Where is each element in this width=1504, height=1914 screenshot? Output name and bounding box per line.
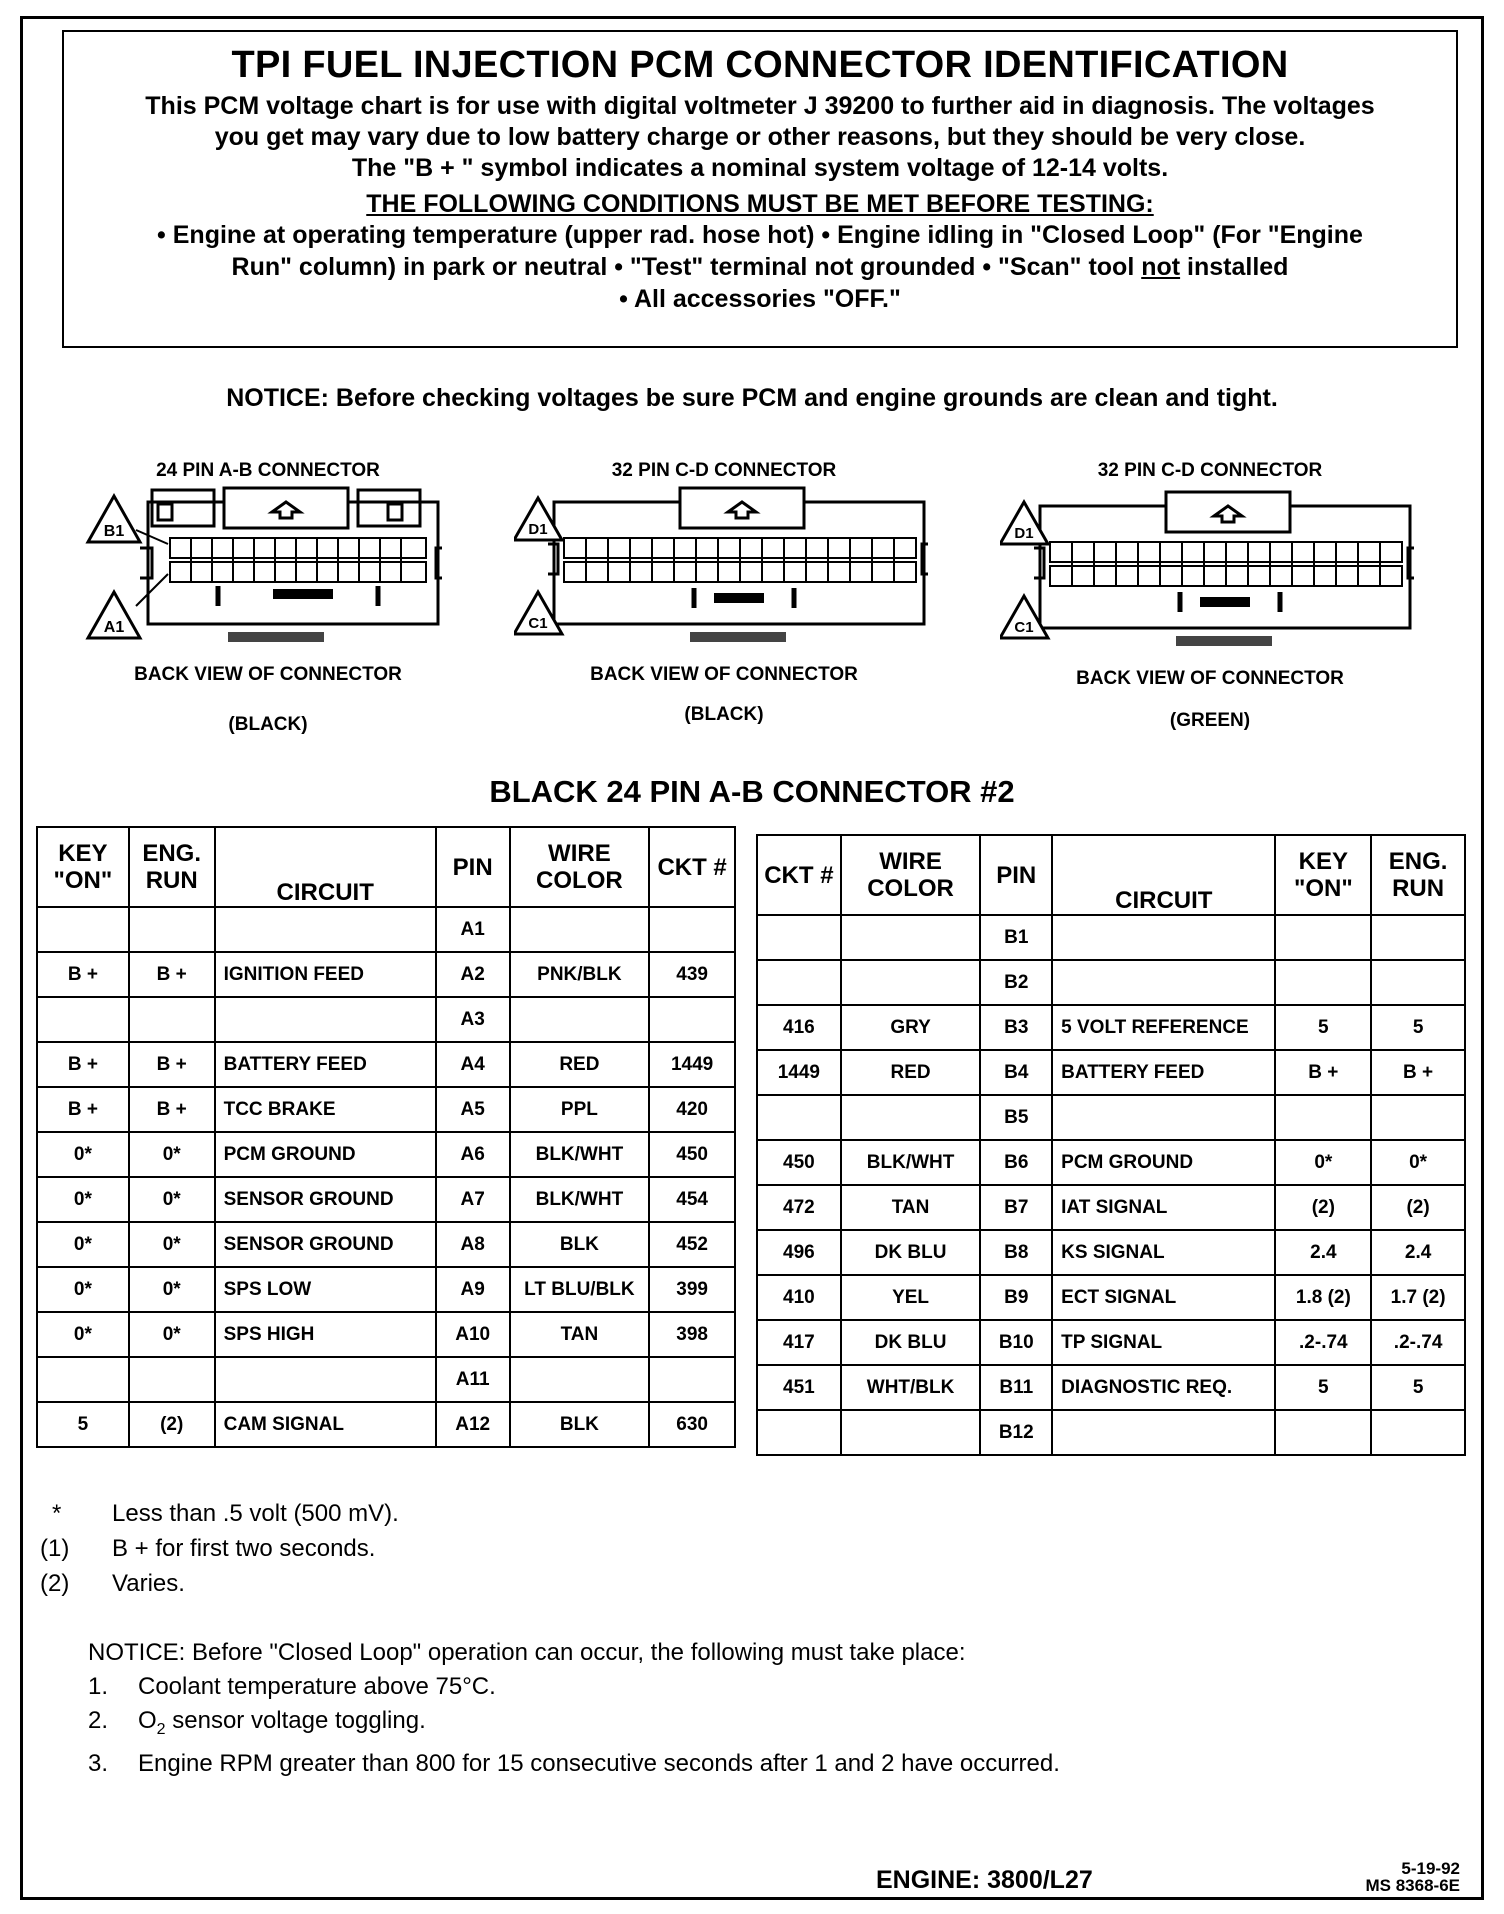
table-cell: 0* (129, 1312, 215, 1357)
table-cell (1371, 915, 1465, 960)
table-cell: 1.7 (2) (1371, 1275, 1465, 1320)
connector-32pin-green (1000, 460, 1420, 760)
table-cell: .2-.74 (1371, 1320, 1465, 1365)
o2-subscript: 2 (156, 1720, 166, 1738)
connector-24pin (58, 460, 478, 760)
table-cell: B6 (980, 1140, 1052, 1185)
table-cell: B7 (980, 1185, 1052, 1230)
table-cell: 0* (129, 1267, 215, 1312)
table-cell: ECT SIGNAL (1052, 1275, 1275, 1320)
table-cell (1275, 915, 1371, 960)
table-cell: 417 (757, 1320, 841, 1365)
table-cell (1275, 1410, 1371, 1455)
table-cell: B4 (980, 1050, 1052, 1095)
table-row (757, 1050, 1465, 1095)
column-header: CIRCUIT (1052, 835, 1275, 915)
table-cell: B + (129, 952, 215, 997)
table-cell: 0* (129, 1222, 215, 1267)
table-row (37, 1312, 735, 1357)
table-cell: LT BLU/BLK (510, 1267, 650, 1312)
table-cell: 416 (757, 1005, 841, 1050)
table-cell: 1449 (757, 1050, 841, 1095)
table-cell: 439 (649, 952, 735, 997)
column-header: CKT # (757, 835, 841, 915)
table-cell: 1449 (649, 1042, 735, 1087)
intro-text (64, 91, 1456, 184)
b-pins-table (756, 834, 1466, 1456)
table-cell: BLK/WHT (841, 1140, 981, 1185)
table-row (37, 997, 735, 1042)
table-cell: BATTERY FEED (1052, 1050, 1275, 1095)
table-cell: 451 (757, 1365, 841, 1410)
table-cell: GRY (841, 1005, 981, 1050)
notice-item (88, 1704, 1188, 1747)
table-cell: 450 (757, 1140, 841, 1185)
engine-label: ENGINE: 3800/L27 (876, 1866, 1093, 1894)
notice-grounds: NOTICE: Before checking voltages be sure PCM and engine grounds are clean and tight. (226, 384, 1278, 412)
table-title: BLACK 24 PIN A-B CONNECTOR #2 (489, 774, 1015, 809)
table-cell: 410 (757, 1275, 841, 1320)
table-cell: TAN (841, 1185, 981, 1230)
table-cell: 0* (37, 1312, 129, 1357)
table-cell: 496 (757, 1230, 841, 1275)
item-text: Coolant temperature above 75°C. (138, 1673, 496, 1700)
table-cell: B11 (980, 1365, 1052, 1410)
table-cell: 630 (649, 1402, 735, 1447)
table-cell: CAM SIGNAL (215, 1402, 436, 1447)
table-cell: 1.8 (2) (1275, 1275, 1371, 1320)
intro-line-3: The "B + " symbol indicates a nominal system voltage of 12-14 volts. (351, 154, 1169, 182)
table-cell: (2) (129, 1402, 215, 1447)
column-header: CKT # (649, 827, 735, 907)
table-row (757, 1320, 1465, 1365)
connector-latch (1176, 636, 1272, 646)
column-header: CIRCUIT (215, 827, 436, 907)
table-cell (757, 915, 841, 960)
column-header: ENG. RUN (1371, 835, 1465, 915)
table-cell: SENSOR GROUND (215, 1222, 436, 1267)
table-row (757, 915, 1465, 960)
item-text: Engine RPM greater than 800 for 15 consecutive seconds after 1 and 2 have occurred. (138, 1749, 1060, 1777)
item-number: 1. (88, 1673, 109, 1700)
pin-rows (170, 538, 426, 582)
label-c1: C1 (1014, 619, 1034, 636)
table-row (37, 1177, 735, 1222)
table-cell: 5 (1371, 1005, 1465, 1050)
table-cell: B5 (980, 1095, 1052, 1140)
table-cell: A4 (436, 1042, 510, 1087)
table-cell: 5 VOLT REFERENCE (1052, 1005, 1275, 1050)
table-cell: RED (510, 1042, 650, 1087)
table-cell (1052, 960, 1275, 1005)
document-date: 5-19-92 (1401, 1859, 1460, 1878)
table-cell: 2.4 (1275, 1230, 1371, 1275)
page-title: TPI FUEL INJECTION PCM CONNECTOR IDENTIFICATION (231, 44, 1289, 86)
table-cell: BLK/WHT (510, 1177, 650, 1222)
o2-symbol: O (138, 1707, 157, 1734)
table-cell: BATTERY FEED (215, 1042, 436, 1087)
table-cell (37, 1357, 129, 1402)
table-cell: A1 (436, 907, 510, 952)
condition-line-2 (84, 251, 1436, 283)
table-cell: A6 (436, 1132, 510, 1177)
table-row (37, 1357, 735, 1402)
table-row (37, 1267, 735, 1312)
table-cell: B1 (980, 915, 1052, 960)
table-cell: 0* (1275, 1140, 1371, 1185)
table-cell: 0* (37, 1132, 129, 1177)
condition-not-underlined: not (1141, 253, 1181, 281)
table-cell (129, 997, 215, 1042)
table-cell (37, 907, 129, 952)
table-row (757, 1140, 1465, 1185)
table-cell (649, 907, 735, 952)
table-cell: B + (129, 1042, 215, 1087)
document-code (1330, 1860, 1460, 1894)
table-cell: (2) (1275, 1185, 1371, 1230)
connector-color: (BLACK) (228, 714, 308, 735)
table-cell (1371, 1095, 1465, 1140)
table-cell: A2 (436, 952, 510, 997)
table-row (37, 1042, 735, 1087)
connector-title: 24 PIN A-B CONNECTOR (156, 460, 380, 481)
connector-title: 32 PIN C-D CONNECTOR (1097, 460, 1323, 481)
table-cell (649, 1357, 735, 1402)
table-row (757, 1410, 1465, 1455)
table-cell: B9 (980, 1275, 1052, 1320)
table-row (757, 1095, 1465, 1140)
condition-line-2-end: installed (1180, 253, 1289, 281)
table-cell: 0* (1371, 1140, 1465, 1185)
table-cell: IAT SIGNAL (1052, 1185, 1275, 1230)
table-cell: TCC BRAKE (215, 1087, 436, 1132)
table-cell: A10 (436, 1312, 510, 1357)
table-cell (37, 997, 129, 1042)
footnote-symbol: (1) (40, 1535, 70, 1562)
table-cell: SENSOR GROUND (215, 1177, 436, 1222)
table-cell: PPL (510, 1087, 650, 1132)
table-cell: B12 (980, 1410, 1052, 1455)
table-cell (129, 1357, 215, 1402)
table-row (757, 1275, 1465, 1320)
table-cell: TAN (510, 1312, 650, 1357)
table-cell (215, 907, 436, 952)
table-row (757, 1365, 1465, 1410)
intro-line-1: This PCM voltage chart is for use with digital voltmeter J 39200 to further aid in diagnosis. The voltages (145, 92, 1375, 120)
label-b1: B1 (103, 523, 125, 540)
table-cell: (2) (1371, 1185, 1465, 1230)
table-cell: 398 (649, 1312, 735, 1357)
table-cell: A7 (436, 1177, 510, 1222)
notice-item (88, 1670, 1188, 1704)
footnote (40, 1531, 399, 1566)
table-cell (1052, 1410, 1275, 1455)
connector-latch (228, 632, 324, 642)
table-cell: B10 (980, 1320, 1052, 1365)
table-cell: 399 (649, 1267, 735, 1312)
table-cell (215, 1357, 436, 1402)
table-header-row (37, 827, 735, 907)
table-cell: SPS HIGH (215, 1312, 436, 1357)
label-d1: D1 (1014, 525, 1034, 542)
table-cell (510, 997, 650, 1042)
table-cell: 5 (1275, 1365, 1371, 1410)
table-cell: A3 (436, 997, 510, 1042)
table-cell: SPS LOW (215, 1267, 436, 1312)
table-cell: YEL (841, 1275, 981, 1320)
table-cell: A5 (436, 1087, 510, 1132)
table-cell: DIAGNOSTIC REQ. (1052, 1365, 1275, 1410)
connector-title: 32 PIN C-D CONNECTOR (611, 460, 837, 481)
intro-line-2: you get may vary due to low battery charge or other reasons, but they should be very close. (214, 123, 1306, 151)
table-cell: 420 (649, 1087, 735, 1132)
table-cell: B2 (980, 960, 1052, 1005)
footnote (40, 1496, 399, 1531)
connector-color: (GREEN) (1169, 710, 1251, 731)
table-cell: 472 (757, 1185, 841, 1230)
table-row (37, 952, 735, 997)
column-header: KEY "ON" (1275, 835, 1371, 915)
a-pins-table (36, 826, 736, 1448)
table-cell: IGNITION FEED (215, 952, 436, 997)
table-cell: 5 (1275, 1005, 1371, 1050)
table-cell: BLK (510, 1402, 650, 1447)
table-cell: DK BLU (841, 1230, 981, 1275)
column-header: PIN (436, 827, 510, 907)
table-cell: 0* (37, 1267, 129, 1312)
item-number: 2. (88, 1707, 109, 1734)
footnote-text: Less than .5 volt (500 mV). (112, 1500, 399, 1527)
table-cell: A8 (436, 1222, 510, 1267)
table-cell: B + (37, 1042, 129, 1087)
table-cell (757, 1095, 841, 1140)
item-number: 3. (88, 1749, 109, 1777)
table-cell: 0* (37, 1222, 129, 1267)
table-row (757, 1230, 1465, 1275)
connector-view-label: BACK VIEW OF CONNECTOR (134, 664, 402, 685)
item-text (138, 1704, 426, 1747)
table-cell (215, 997, 436, 1042)
table-cell: B8 (980, 1230, 1052, 1275)
table-cell: A12 (436, 1402, 510, 1447)
table-cell: 5 (37, 1402, 129, 1447)
table-cell: A9 (436, 1267, 510, 1312)
connector-32pin-black (514, 460, 934, 760)
notice-closed-loop (88, 1636, 1188, 1781)
table-cell: KS SIGNAL (1052, 1230, 1275, 1275)
table-cell: 2.4 (1371, 1230, 1465, 1275)
connector-view-label: BACK VIEW OF CONNECTOR (590, 664, 858, 685)
connector-color: (BLACK) (684, 704, 764, 725)
table-cell (510, 1357, 650, 1402)
notice-lead: NOTICE: Before "Closed Loop" operation can occur, the following must take place: (88, 1639, 966, 1666)
table-row (37, 907, 735, 952)
label-c1: C1 (528, 615, 548, 632)
table-cell (841, 915, 981, 960)
footnote (40, 1566, 399, 1601)
footnote-text: B + for first two seconds. (112, 1535, 376, 1562)
connector-latch (690, 632, 786, 642)
table-cell (1275, 1095, 1371, 1140)
label-d1: D1 (528, 521, 548, 538)
table-header-row (757, 835, 1465, 915)
table-cell (841, 1410, 981, 1455)
table-cell: B + (1371, 1050, 1465, 1095)
table-cell: 452 (649, 1222, 735, 1267)
footnote-symbol: * (52, 1500, 62, 1527)
table-row (757, 1185, 1465, 1230)
table-cell: BLK (510, 1222, 650, 1267)
table-cell: WHT/BLK (841, 1365, 981, 1410)
notice-item (88, 1747, 1188, 1781)
table-row (37, 1132, 735, 1177)
table-cell: PCM GROUND (1052, 1140, 1275, 1185)
footnote-symbol: (2) (40, 1570, 70, 1597)
table-cell: DK BLU (841, 1320, 981, 1365)
column-header: WIRE COLOR (510, 827, 650, 907)
table-cell: BLK/WHT (510, 1132, 650, 1177)
table-cell: PNK/BLK (510, 952, 650, 997)
conditions-list (64, 219, 1456, 315)
table-cell (757, 960, 841, 1005)
table-cell: 0* (37, 1177, 129, 1222)
table-cell (1371, 960, 1465, 1005)
table-cell: A11 (436, 1357, 510, 1402)
pin-rows (1050, 542, 1402, 586)
label-a1: A1 (103, 619, 125, 636)
table-cell (1275, 960, 1371, 1005)
table-cell: 0* (129, 1177, 215, 1222)
table-cell: PCM GROUND (215, 1132, 436, 1177)
table-row (37, 1402, 735, 1447)
column-header: PIN (980, 835, 1052, 915)
column-header: WIRE COLOR (841, 835, 981, 915)
condition-line-1: • Engine at operating temperature (upper rad. hose hot) • Engine idling in "Closed Loop" (For "Engine (157, 221, 1363, 249)
table-cell: RED (841, 1050, 981, 1095)
pin-rows (564, 538, 916, 582)
table-cell (129, 907, 215, 952)
table-cell: B + (129, 1087, 215, 1132)
table-cell (1371, 1410, 1465, 1455)
footnote-text: Varies. (112, 1570, 185, 1597)
table-cell: TP SIGNAL (1052, 1320, 1275, 1365)
table-cell (757, 1410, 841, 1455)
document-number: MS 8368-6E (1365, 1876, 1460, 1895)
table-cell: B + (1275, 1050, 1371, 1095)
footnotes (40, 1496, 399, 1601)
table-cell: .2-.74 (1275, 1320, 1371, 1365)
table-cell (510, 907, 650, 952)
column-header: KEY "ON" (37, 827, 129, 907)
table-row (757, 960, 1465, 1005)
table-row (37, 1222, 735, 1267)
condition-line-3: • All accessories "OFF." (619, 285, 901, 313)
table-cell (1052, 915, 1275, 960)
table-cell: 454 (649, 1177, 735, 1222)
column-header: ENG. RUN (129, 827, 215, 907)
item-text-rest: sensor voltage toggling. (165, 1707, 426, 1734)
table-cell: B + (37, 952, 129, 997)
table-cell: B3 (980, 1005, 1052, 1050)
table-cell (649, 997, 735, 1042)
table-cell (1052, 1095, 1275, 1140)
table-cell: 5 (1371, 1365, 1465, 1410)
table-row (757, 1005, 1465, 1050)
table-cell (841, 960, 981, 1005)
table-cell: B + (37, 1087, 129, 1132)
table-row (37, 1087, 735, 1132)
connector-32pin-black-drawing (514, 482, 934, 662)
conditions-title: THE FOLLOWING CONDITIONS MUST BE MET BEFORE TESTING: (366, 190, 1154, 218)
table-cell: 450 (649, 1132, 735, 1177)
table-cell: 0* (129, 1132, 215, 1177)
condition-line-2-text: Run" column) in park or neutral • "Test" terminal not grounded • "Scan" tool (231, 253, 1142, 281)
header-box (62, 30, 1458, 348)
table-cell (841, 1095, 981, 1140)
connector-32pin-green-drawing (1000, 482, 1420, 662)
connector-view-label: BACK VIEW OF CONNECTOR (1076, 668, 1344, 689)
connector-24pin-drawing (58, 482, 478, 662)
